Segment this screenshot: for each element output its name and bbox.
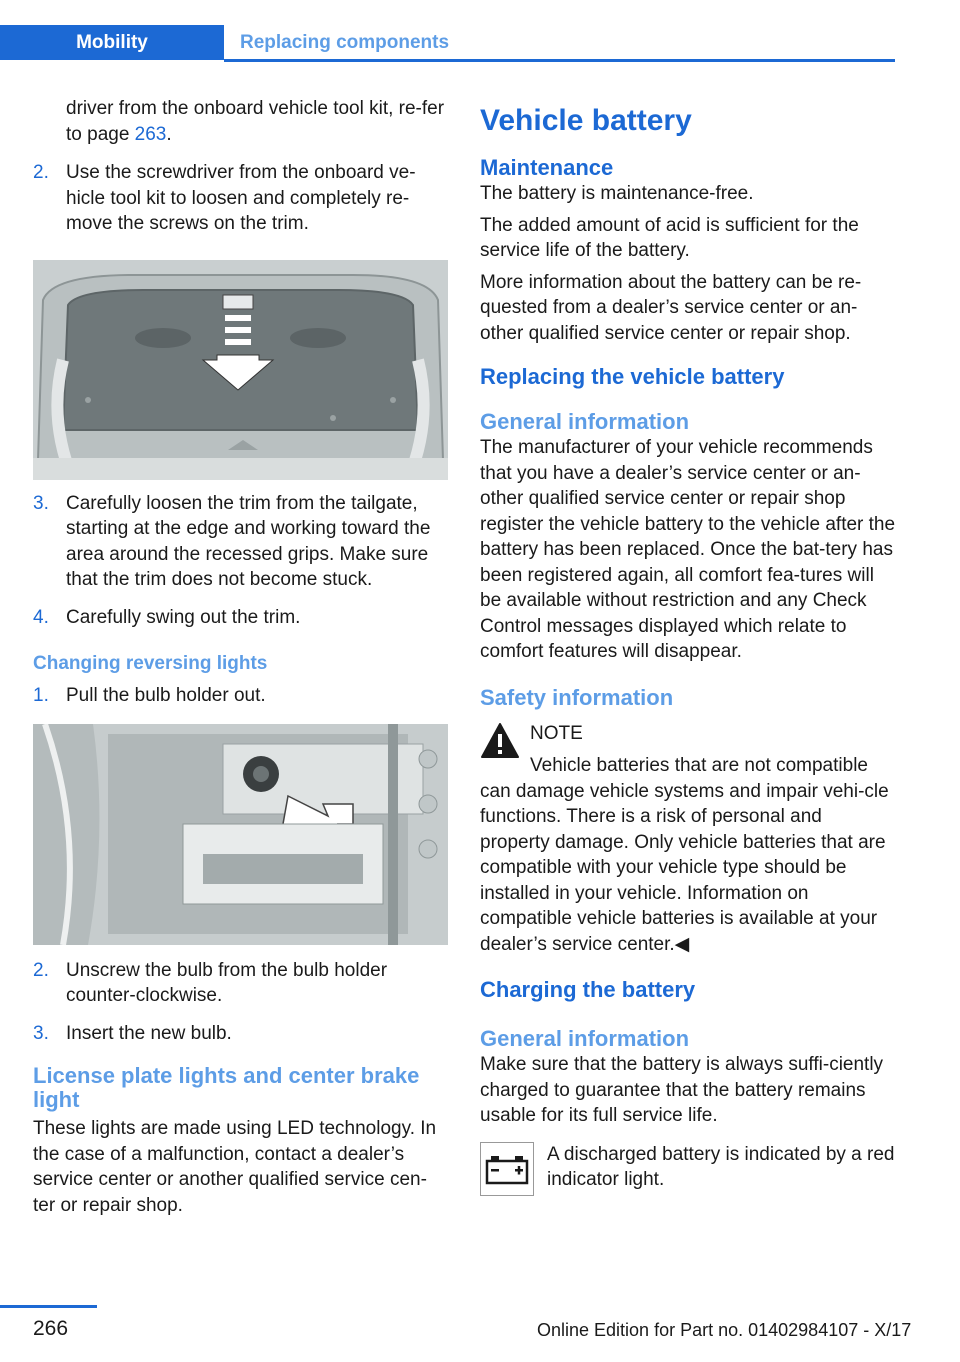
note-block	[480, 721, 896, 958]
note-text-first: Vehicle batteries that are not compatible	[530, 755, 868, 776]
tailgate-trim-figure	[33, 260, 448, 480]
battery-indicator-icon	[480, 1142, 534, 1196]
footer-line	[0, 1305, 97, 1308]
maintenance-p2: The added amount of acid is sufficient for the service life of the battery.	[480, 214, 859, 261]
step-2	[33, 160, 448, 237]
page-link[interactable]: 263	[134, 123, 167, 145]
rev-step-3	[33, 1021, 448, 1047]
rev-step-1	[33, 683, 448, 709]
maintenance-p1: The battery is maintenance-free.	[480, 183, 754, 204]
license-plate-heading: License plate lights and center brake light	[33, 1063, 420, 1112]
step-number: 2.	[33, 162, 49, 183]
note-label: NOTE	[530, 722, 583, 744]
continued-step	[33, 96, 448, 147]
safety-info-heading: Safety information	[480, 684, 674, 710]
note-text-rest: can damage vehicle systems and impair vehi‐cle functions. There is a risk of personal and property damage. Only vehicle batteries that are compatible with your vehicle type should be installed in your vehicle. Information on compatible vehicle batteries is available at your dealer’s service center.◀	[480, 780, 889, 955]
right-column	[480, 96, 896, 1202]
rev-step-2	[33, 958, 448, 1009]
general-info-text: The manufacturer of your vehicle recommends that you have a dealer’s service center or an‐other qualified service center or repair shop register the vehicle battery to the vehicle after the battery has been replaced. Once the bat‐tery has been registered again, all comfort fea‐tures will be available without restriction and any Check Control messages displayed which relate to comfort features will disappear.	[480, 437, 896, 662]
maintenance-p3: More information about the battery can be re‐quested from a dealer’s service center or an‐other qualified service center or repair shop.	[480, 271, 862, 344]
step-number: 3.	[33, 492, 49, 514]
indicator-block	[480, 1142, 896, 1202]
bulb-holder-illustration	[33, 724, 448, 945]
reversing-lights-heading: Changing reversing lights	[33, 653, 268, 674]
step-number: 3.	[33, 1022, 49, 1044]
replacing-battery-heading: Replacing the vehicle battery	[480, 364, 785, 389]
maintenance-heading: Maintenance	[480, 155, 614, 180]
warning-triangle-icon	[480, 721, 520, 761]
charging-general-heading: General information	[480, 1026, 690, 1051]
tab-mobility[interactable]: Mobility	[0, 25, 224, 60]
bulb-holder-figure	[33, 724, 448, 945]
left-column	[33, 96, 448, 1218]
indicator-text: A discharged battery is indicated by a red indicator light.	[547, 1143, 895, 1190]
step-number: 2.	[33, 959, 49, 981]
step-text: Use the screwdriver from the onboard ve‐hicle tool kit to loosen and completely re‐move the screws on the trim.	[66, 162, 416, 234]
continued-text: driver from the onboard vehicle tool kit, re‐fer to page	[66, 98, 445, 145]
page-number: 266	[33, 1317, 69, 1340]
continued-end: .	[166, 123, 172, 145]
charging-battery-heading: Charging the battery	[480, 977, 696, 1002]
step-text: Unscrew the bulb from the bulb holder counter-clockwise.	[66, 959, 388, 1006]
header-bar	[0, 25, 895, 62]
general-info-heading: General information	[480, 409, 690, 434]
tailgate-illustration	[33, 260, 448, 480]
step-number: 4.	[33, 606, 49, 628]
tab-replacing-components[interactable]: Replacing components	[224, 25, 895, 60]
vehicle-battery-heading: Vehicle battery	[480, 104, 692, 137]
step-text: Carefully swing out the trim.	[66, 606, 301, 628]
step-text: Pull the bulb holder out.	[66, 685, 266, 706]
edition-text: Online Edition for Part no. 01402984107 - X/17	[537, 1320, 912, 1340]
step-3	[33, 491, 448, 593]
license-plate-text: These lights are made using LED technology. In the case of a malfunction, contact a dealer’s service center or another qualified service cen‐ter or repair shop.	[33, 1118, 437, 1216]
step-4	[33, 605, 448, 631]
header-underline	[224, 59, 895, 62]
step-number: 1.	[33, 685, 49, 706]
charging-text: Make sure that the battery is always suffi‐ciently charged to guarantee that the battery remains usable for its full service life.	[480, 1054, 884, 1126]
step-text: Carefully loosen the trim from the tailgate, starting at the edge and working toward the area around the recessed grips. Make sure that the trim does not become stuck.	[66, 492, 431, 590]
step-text: Insert the new bulb.	[66, 1022, 232, 1044]
